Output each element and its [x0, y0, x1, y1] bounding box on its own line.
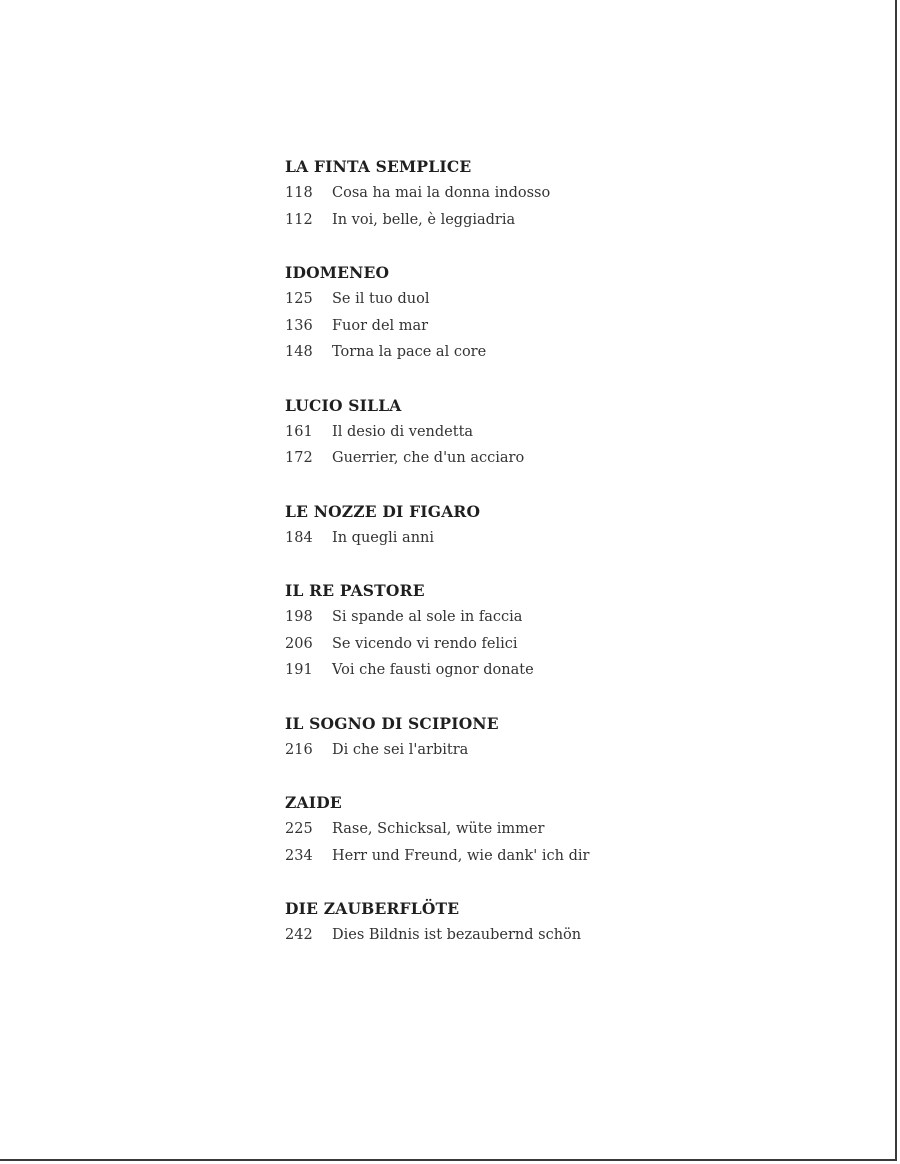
page-number: 206: [285, 635, 313, 652]
page-number: 161: [285, 423, 313, 440]
entry-title: In voi, belle, è leggiadria: [332, 211, 516, 228]
page-number: 148: [285, 344, 313, 360]
table-of-contents: [285, 153, 765, 949]
page-number: 225: [285, 821, 313, 837]
entry-title: Fuor del mar: [332, 317, 429, 334]
section-gap: [285, 869, 765, 895]
section-heading: DIE ZAUBERFLÖTE: [285, 899, 460, 918]
entry-title: Guerrier, che d'un acciaro: [332, 450, 525, 466]
section-gap: [285, 551, 765, 577]
entry-title: Herr und Freund, wie dank' ich dir: [332, 847, 590, 864]
section-gap: [285, 472, 765, 498]
page-number: 184: [285, 529, 313, 546]
section-gap: [285, 684, 765, 710]
page-number: 112: [285, 211, 313, 228]
section-gap: [285, 763, 765, 789]
toc-section-lucio-silla: [285, 392, 765, 472]
section-heading: IL SOGNO DI SCIPIONE: [285, 713, 499, 733]
entry-title: Voi che fausti ognor donate: [332, 662, 534, 678]
section-heading: ZAIDE: [285, 793, 342, 812]
toc-entry: [285, 737, 765, 764]
toc-entry: [285, 604, 765, 631]
toc-entry: [285, 445, 765, 472]
entry-title: Il desio di vendetta: [332, 423, 474, 440]
toc-section-die-zauberflote: [285, 895, 765, 949]
toc-section-il-re-pastore: [285, 577, 765, 684]
entry-title: Rase, Schicksal, wüte immer: [332, 821, 545, 837]
page-number: 242: [285, 927, 313, 943]
toc-entry: [285, 286, 765, 313]
page-number: 216: [285, 741, 313, 758]
toc-section-il-sogno-di-scipione: [285, 710, 765, 764]
entry-title: Si spande al sole in faccia: [332, 609, 523, 625]
entry-title: Se il tuo duol: [332, 291, 430, 307]
toc-entry: [285, 180, 765, 207]
section-gap: [285, 366, 765, 392]
toc-entry: [285, 339, 765, 366]
section-heading: LA FINTA SEMPLICE: [285, 157, 472, 176]
section-heading: LUCIO SILLA: [285, 395, 402, 415]
toc-entry: [285, 207, 765, 234]
page-number: 136: [285, 317, 313, 334]
toc-entry: [285, 525, 765, 552]
section-heading: IDOMENEO: [285, 263, 390, 282]
entry-title: Dies Bildnis ist bezaubernd schön: [332, 927, 582, 943]
toc-section-la-finta-semplice: [285, 153, 765, 233]
toc-entry: [285, 419, 765, 446]
page-number: 191: [285, 662, 313, 678]
entry-title: Torna la pace al core: [332, 344, 487, 360]
toc-entry: [285, 922, 765, 949]
toc-entry: [285, 313, 765, 340]
toc-section-zaide: [285, 789, 765, 869]
section-heading: LE NOZZE DI FIGARO: [285, 501, 481, 521]
toc-entry: [285, 631, 765, 658]
toc-entry: [285, 843, 765, 870]
entry-title: Se vicendo vi rendo felici: [332, 635, 518, 652]
entry-title: Cosa ha mai la donna indosso: [332, 185, 551, 201]
toc-entry: [285, 657, 765, 684]
section-heading: IL RE PASTORE: [285, 581, 425, 600]
page-number: 125: [285, 291, 313, 307]
toc-section-idomeneo: [285, 259, 765, 366]
entry-title: In quegli anni: [332, 529, 435, 546]
entry-title: Di che sei l'arbitra: [332, 741, 469, 758]
page-number: 198: [285, 609, 313, 625]
section-gap: [285, 233, 765, 259]
toc-entry: [285, 816, 765, 843]
toc-section-le-nozze-di-figaro: [285, 498, 765, 552]
page-number: 172: [285, 450, 313, 466]
page-number: 234: [285, 847, 313, 864]
page-number: 118: [285, 185, 313, 201]
